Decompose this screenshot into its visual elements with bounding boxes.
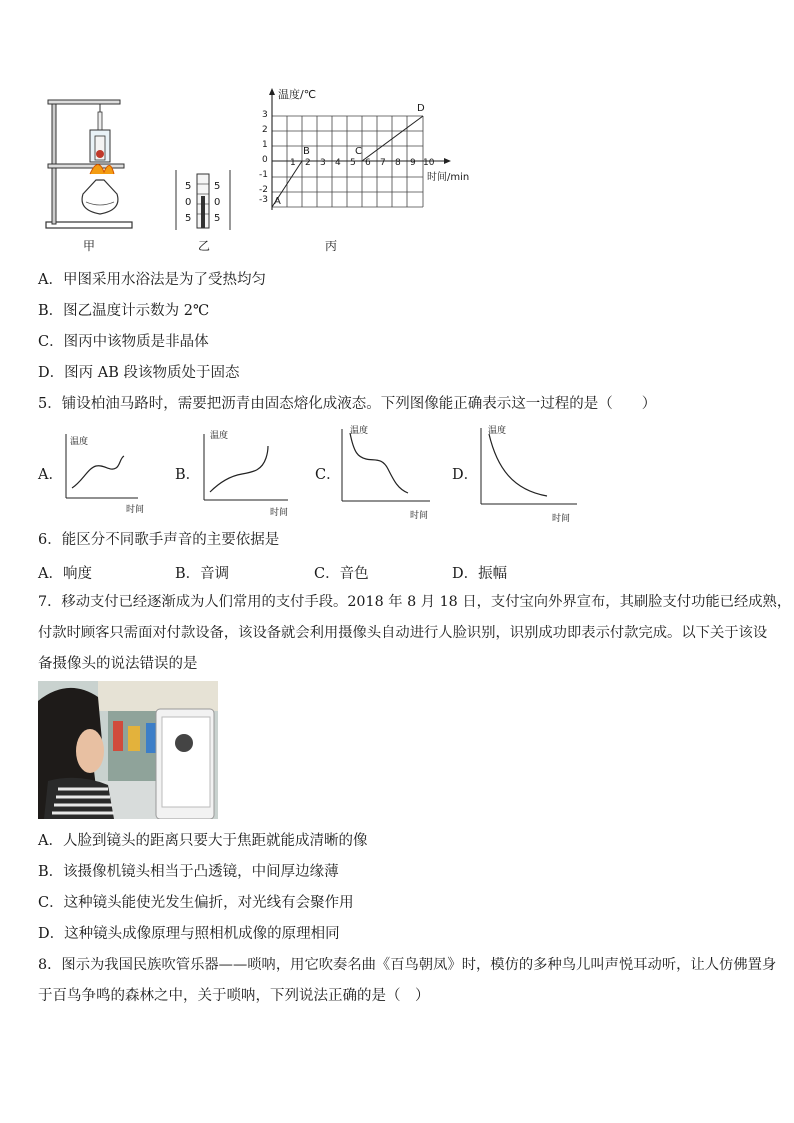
face-payment-photo <box>38 681 218 819</box>
q5-graph-d-ylabel: 温度 <box>488 426 507 436</box>
point-c-label: C <box>355 146 362 157</box>
q8-stem-line2: 于百鸟争鸣的森林之中，关于唢呐，下列说法正确的是（ ） <box>38 988 430 1004</box>
caption-bing: 丙 <box>325 239 338 253</box>
xtick: 6 <box>365 158 371 168</box>
ytick-0: 0 <box>262 155 268 165</box>
thermo-label: 0 <box>185 197 192 208</box>
q6-option-d: D．振幅 <box>452 566 508 582</box>
q4-option-b: B．图乙温度计示数为 2℃ <box>38 303 210 319</box>
thermo-label: 5 <box>185 181 192 192</box>
q5-graph-a-xlabel: 时间 <box>126 505 145 515</box>
q5-graph-b <box>196 430 296 510</box>
q4-option-a: A．甲图采用水浴法是为了受热均匀 <box>38 272 266 288</box>
q8-stem-line1: 8．图示为我国民族吹管乐器——唢呐，用它吹奏名曲《百鸟朝凤》时，模仿的多种鸟儿叫声悦耳动听，让人仿佛置身 <box>38 957 777 973</box>
q7-option-a: A．人脸到镜头的距离只要大于焦距就能成清晰的像 <box>38 833 368 849</box>
point-d-label: D <box>417 103 425 114</box>
thermo-label: 5 <box>214 213 221 224</box>
q6-stem: 6．能区分不同歌手声音的主要依据是 <box>38 532 280 548</box>
q5-option-c-label: C． <box>315 467 341 483</box>
xtick: 10 <box>423 158 435 168</box>
q7-option-c: C．这种镜头能使光发生偏折，对光线有会聚作用 <box>38 895 354 911</box>
q5-graph-d <box>473 424 583 508</box>
xtick: 8 <box>395 158 401 168</box>
q5-graph-c-ylabel: 温度 <box>350 426 369 436</box>
q4-option-d: D．图丙 AB 段该物质处于固态 <box>38 365 240 381</box>
graph-ylabel: 温度/℃ <box>278 88 317 101</box>
point-b-label: B <box>303 146 310 157</box>
q6-option-a: A．响度 <box>38 566 92 582</box>
q7-stem-line1: 7．移动支付已经逐渐成为人们常用的支付手段。2018 年 8 月 18 日，支付宝向外界宣布，其刷脸支付功能已经成熟， <box>38 594 792 610</box>
xtick: 2 <box>305 158 311 168</box>
apparatus-figure <box>38 94 138 234</box>
q7-option-d: D．这种镜头成像原理与照相机成像的原理相同 <box>38 926 340 942</box>
ytick-3: 3 <box>262 110 268 120</box>
q6-option-c: C．音色 <box>314 566 369 582</box>
q5-option-a-label: A． <box>38 467 63 483</box>
q5-option-d-label: D． <box>452 467 479 483</box>
ytick-neg3: -3 <box>259 195 268 205</box>
q5-graph-a-ylabel: 温度 <box>70 437 89 447</box>
q5-graph-d-xlabel: 时间 <box>552 514 571 524</box>
caption-yi: 乙 <box>198 239 211 253</box>
ytick-neg2: -2 <box>259 185 268 195</box>
thermo-label: 5 <box>214 181 221 192</box>
xtick: 7 <box>380 158 386 168</box>
thermometer-figure <box>172 170 234 232</box>
ytick-2: 2 <box>262 125 268 135</box>
xtick: 5 <box>350 158 356 168</box>
xtick: 1 <box>290 158 296 168</box>
ytick-neg1: -1 <box>259 170 268 180</box>
caption-jia: 甲 <box>83 239 96 253</box>
q6-option-b: B．音调 <box>175 566 230 582</box>
q5-stem: 5．铺设柏油马路时，需要把沥青由固态熔化成液态。下列图像能正确表示这一过程的是（ ） <box>38 396 657 412</box>
q7-stem-line2: 付款时顾客只需面对付款设备，该设备就会利用摄像头自动进行人脸识别，识别成功即表示付款完成。以下关于该设 <box>38 625 768 641</box>
q5-graph-c <box>334 425 434 505</box>
thermo-label: 5 <box>185 213 192 224</box>
q5-graph-b-ylabel: 温度 <box>210 431 229 441</box>
temperature-time-graph <box>256 82 486 222</box>
graph-xlabel: 时间/min <box>427 172 470 183</box>
point-a-label: A <box>274 196 281 207</box>
q5-graph-b-xlabel: 时间 <box>270 508 289 518</box>
q5-graph-c-xlabel: 时间 <box>410 511 429 521</box>
xtick: 9 <box>410 158 416 168</box>
thermo-label: 0 <box>214 197 221 208</box>
xtick: 4 <box>335 158 341 168</box>
q7-stem-line3: 备摄像头的说法错误的是 <box>38 656 198 672</box>
q4-option-c: C．图丙中该物质是非晶体 <box>38 334 209 350</box>
ytick-1: 1 <box>262 140 268 150</box>
q7-option-b: B．该摄像机镜头相当于凸透镜，中间厚边缘薄 <box>38 864 339 880</box>
q5-option-b-label: B． <box>175 467 201 483</box>
xtick: 3 <box>320 158 326 168</box>
